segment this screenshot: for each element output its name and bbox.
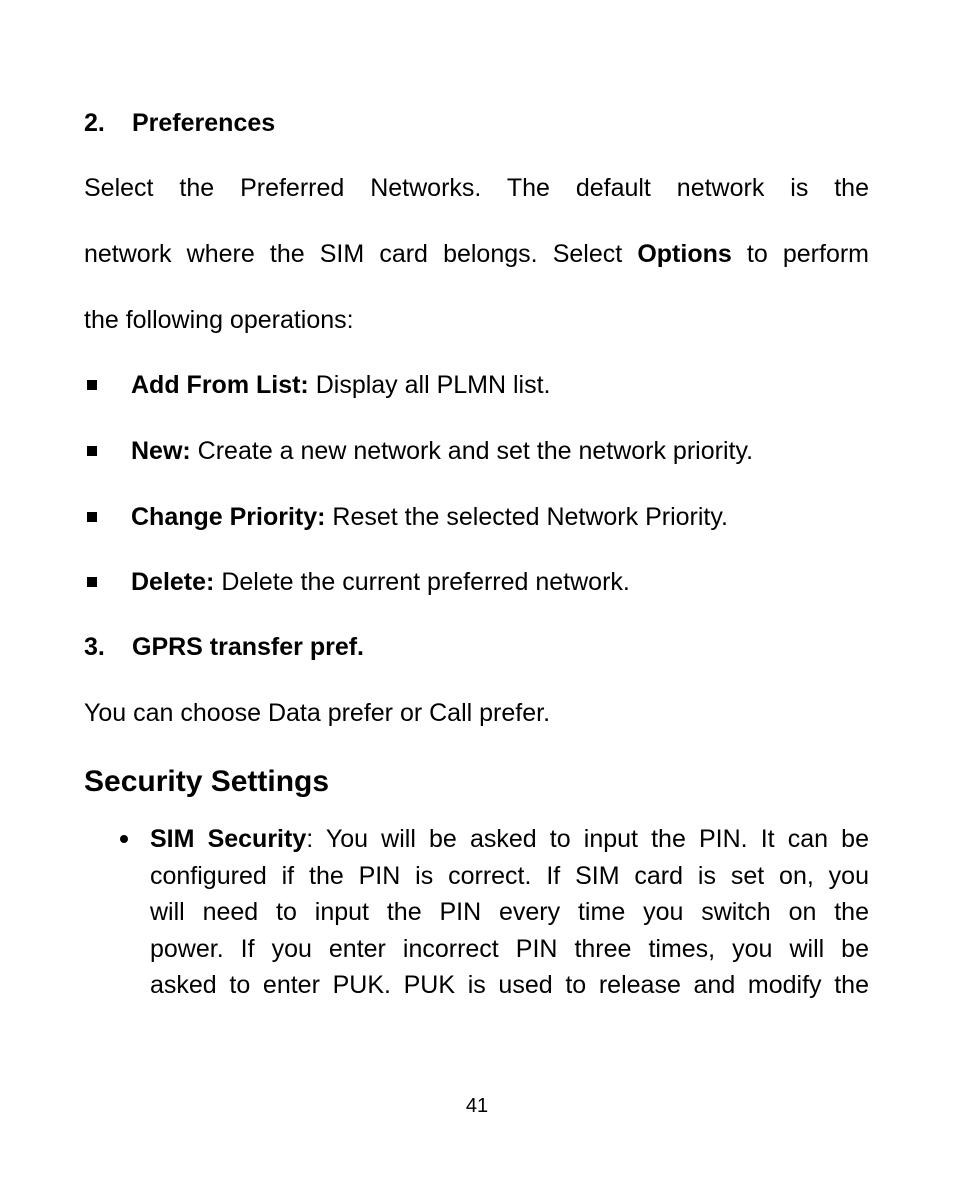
sim-security-line-5: asked to enter PUK. PUK is used to release and modify the bbox=[150, 971, 869, 999]
operation-delete bbox=[131, 567, 630, 597]
gprs-description: You can choose Data prefer or Call prefer. bbox=[84, 699, 551, 727]
sim-security-line-4: power. If you enter incorrect PIN three times, you will be bbox=[150, 935, 869, 963]
gprs-heading-number: 3. bbox=[84, 633, 105, 661]
options-term: Options bbox=[637, 240, 732, 268]
preferences-heading-title: Preferences bbox=[132, 109, 276, 137]
square-bullet-icon bbox=[87, 512, 97, 522]
square-bullet-icon bbox=[87, 446, 97, 456]
round-bullet-icon bbox=[120, 835, 128, 843]
operation-desc: Delete the current preferred network. bbox=[214, 568, 630, 596]
sim-security-line-1 bbox=[150, 824, 869, 854]
preferences-intro-line-2-start: network where the SIM card belongs. Select bbox=[84, 240, 638, 268]
preferences-intro-line-2-end: to perform bbox=[731, 240, 869, 268]
operation-new bbox=[131, 436, 753, 466]
operation-term: Delete: bbox=[131, 568, 215, 596]
gprs-heading bbox=[84, 632, 484, 662]
operation-desc: Reset the selected Network Priority. bbox=[325, 503, 728, 531]
operation-desc: Create a new network and set the network priority. bbox=[190, 437, 754, 465]
sim-security-line-1-text: : You will be asked to input the PIN. It can be bbox=[306, 825, 869, 853]
security-settings-heading: Security Settings bbox=[84, 765, 330, 798]
gprs-heading-title: GPRS transfer pref. bbox=[132, 633, 365, 661]
operation-change-priority bbox=[131, 502, 728, 532]
sim-security-line-2: configured if the PIN is correct. If SIM card is set on, you bbox=[150, 862, 869, 890]
operation-add-from-list bbox=[131, 370, 551, 400]
operation-term: Add From List: bbox=[131, 371, 309, 399]
preferences-heading bbox=[84, 108, 484, 138]
operation-term: Change Priority: bbox=[131, 503, 326, 531]
preferences-intro-line-3: the following operations: bbox=[84, 306, 354, 334]
preferences-intro-line-2 bbox=[84, 239, 869, 269]
square-bullet-icon bbox=[87, 380, 97, 390]
preferences-intro-line-1: Select the Preferred Networks. The default network is the bbox=[84, 174, 869, 202]
preferences-heading-number: 2. bbox=[84, 109, 105, 137]
sim-security-term: SIM Security bbox=[150, 825, 307, 853]
page-number: 41 bbox=[465, 1095, 489, 1117]
operation-desc: Display all PLMN list. bbox=[308, 371, 551, 399]
sim-security-line-3: will need to input the PIN every time you switch on the bbox=[150, 898, 869, 926]
operation-term: New: bbox=[131, 437, 191, 465]
square-bullet-icon bbox=[87, 577, 97, 587]
